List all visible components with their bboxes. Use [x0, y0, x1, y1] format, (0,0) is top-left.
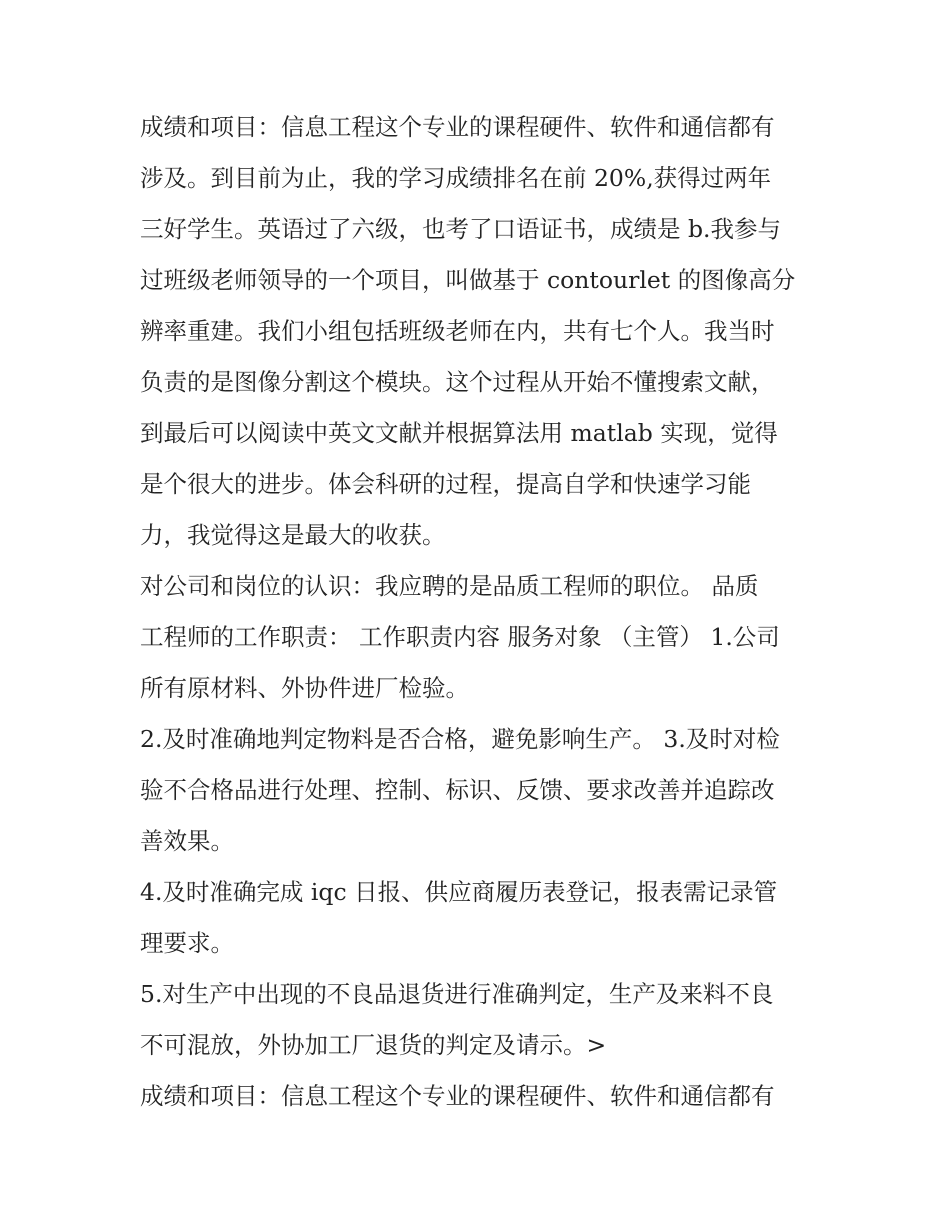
text-line-8: 是个很大的进步。体会科研的过程，提高自学和快速学习能	[140, 470, 751, 498]
text-line-14: 验不合格品进行处理、控制、标识、反馈、要求改善并追踪改	[140, 776, 775, 804]
text-line-17: 理要求。	[140, 929, 234, 957]
text-line-12: 所有原材料、外协件进厂检验。	[140, 674, 469, 702]
text-line-2: 涉及。到目前为止，我的学习成绩排名在前 20%,获得过两年	[140, 164, 772, 192]
text-line-18: 5.对生产中出现的不良品退货进行准确判定，生产及来料不良	[140, 980, 774, 1008]
text-line-10: 对公司和岗位的认识：我应聘的是品质工程师的职位。 品质	[140, 572, 759, 600]
text-line-9: 力，我觉得这是最大的收获。	[140, 521, 446, 549]
text-line-3: 三好学生。英语过了六级，也考了口语证书，成绩是 b.我参与	[140, 215, 781, 243]
text-line-1: 成绩和项目：信息工程这个专业的课程硬件、软件和通信都有	[140, 113, 775, 141]
text-line-20: 成绩和项目：信息工程这个专业的课程硬件、软件和通信都有	[140, 1082, 775, 1110]
text-line-16: 4.及时准确完成 iqc 日报、供应商履历表登记，报表需记录管	[140, 878, 778, 906]
text-line-7: 到最后可以阅读中英文文献并根据算法用 matlab 实现，觉得	[140, 419, 778, 447]
text-line-5: 辨率重建。我们小组包括班级老师在内，共有七个人。我当时	[140, 317, 775, 345]
text-line-11: 工程师的工作职责： 工作职责内容 服务对象 （主管） 1.公司	[140, 623, 780, 651]
text-line-19: 不可混放，外协加工厂退货的判定及请示。>	[140, 1031, 607, 1059]
text-line-6: 负责的是图像分割这个模块。这个过程从开始不懂搜索文献，	[140, 368, 775, 396]
text-line-15: 善效果。	[140, 827, 234, 855]
text-line-4: 过班级老师领导的一个项目，叫做基于 contourlet 的图像高分	[140, 266, 796, 294]
document-body	[140, 102, 820, 1122]
text-line-13: 2.及时准确地判定物料是否合格，避免影响生产。 3.及时对检	[140, 725, 780, 753]
